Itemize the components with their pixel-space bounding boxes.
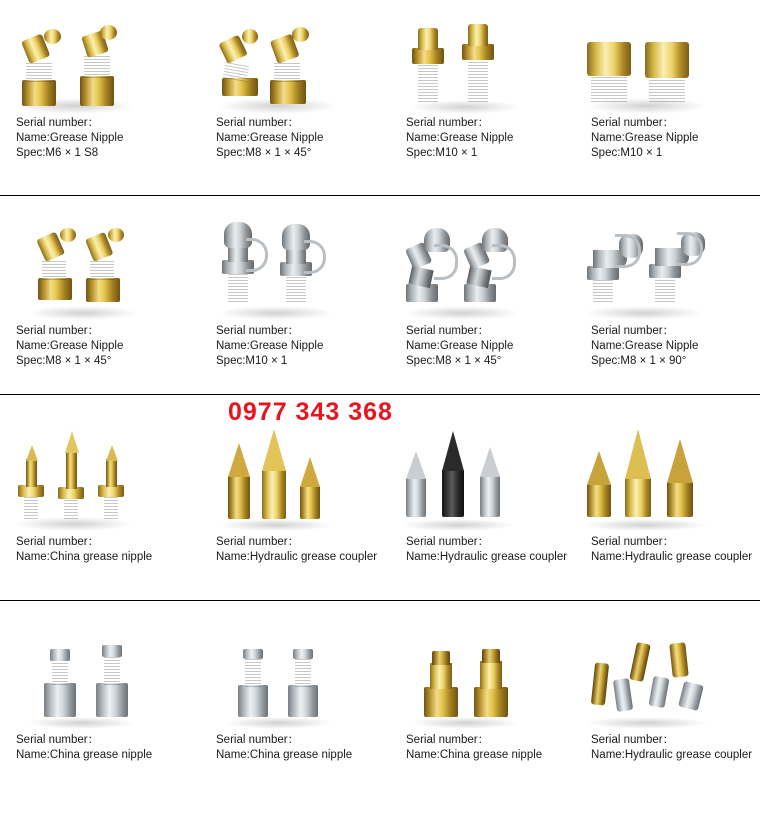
product-name: Name:Grease Nipple (406, 340, 514, 352)
product-caption (390, 535, 575, 565)
product-spec: Spec:M10 × 1 (216, 355, 288, 367)
product-name: Name:Grease Nipple (16, 132, 124, 144)
serial-label: Serial number： (16, 536, 100, 548)
product-image (575, 395, 760, 535)
product-caption (575, 535, 760, 565)
product-spec: Spec:M8 × 1 × 45° (16, 355, 112, 367)
product-cell[interactable] (575, 395, 760, 600)
product-name: Name:Grease Nipple (16, 340, 124, 352)
product-name: Name:Hydraulic grease coupler (591, 749, 753, 761)
product-cell[interactable] (575, 196, 760, 394)
product-name: Name:Grease Nipple (591, 132, 699, 144)
product-image (390, 0, 580, 116)
product-caption (0, 116, 200, 161)
product-name: Name:Hydraulic grease coupler (406, 551, 568, 563)
product-cell[interactable] (390, 196, 575, 394)
serial-label: Serial number： (216, 536, 300, 548)
product-caption (390, 116, 575, 161)
product-row (0, 196, 760, 395)
product-caption (200, 733, 390, 763)
product-spec: Spec:M10 × 1 (591, 147, 663, 159)
product-name: Name:China grease nipple (406, 749, 543, 761)
product-caption (0, 324, 200, 369)
product-row (0, 601, 760, 801)
product-spec: Spec:M8 × 1 × 90° (591, 355, 687, 367)
product-spec: Spec:M8 × 1 × 45° (406, 355, 502, 367)
serial-label: Serial number： (591, 325, 675, 337)
product-name: Name:Grease Nipple (406, 132, 514, 144)
product-caption (575, 733, 760, 763)
product-row (0, 0, 760, 196)
product-cell[interactable] (575, 0, 760, 195)
product-image (200, 196, 390, 324)
product-image (575, 601, 760, 733)
serial-label: Serial number： (406, 117, 490, 129)
serial-label: Serial number： (216, 117, 300, 129)
product-image (575, 196, 760, 324)
product-image (0, 0, 190, 116)
product-spec: Spec:M10 × 1 (406, 147, 478, 159)
product-spec: Spec:M6 × 1 S8 (16, 147, 99, 159)
serial-label: Serial number： (16, 117, 100, 129)
product-name: Name:China grease nipple (216, 749, 353, 761)
serial-label: Serial number： (406, 325, 490, 337)
product-image (390, 395, 580, 535)
product-name: Name:Hydraulic grease coupler (591, 551, 753, 563)
serial-label: Serial number： (591, 117, 675, 129)
product-name: Name:China grease nipple (16, 749, 153, 761)
product-cell[interactable] (200, 601, 390, 801)
product-name: Name:China grease nipple (16, 551, 153, 563)
product-image (200, 601, 390, 733)
product-caption (200, 116, 390, 161)
product-cell[interactable] (0, 196, 200, 394)
product-cell[interactable] (0, 395, 200, 600)
product-image (390, 601, 580, 733)
product-caption (390, 324, 575, 369)
product-cell[interactable] (390, 601, 575, 801)
product-caption (0, 733, 200, 763)
serial-label: Serial number： (406, 734, 490, 746)
serial-label: Serial number： (216, 734, 300, 746)
product-image (0, 395, 190, 535)
product-cell[interactable] (200, 196, 390, 394)
product-name: Name:Grease Nipple (216, 340, 324, 352)
product-name: Name:Grease Nipple (216, 132, 324, 144)
product-cell[interactable] (390, 395, 575, 600)
serial-label: Serial number： (406, 536, 490, 548)
product-cell[interactable] (0, 0, 200, 195)
serial-label: Serial number： (16, 734, 100, 746)
product-image (575, 0, 760, 116)
product-caption (200, 535, 390, 565)
phone-number-watermark: 0977 343 368 (228, 398, 393, 426)
serial-label: Serial number： (216, 325, 300, 337)
product-cell[interactable] (575, 601, 760, 801)
product-image (200, 0, 390, 116)
product-image (390, 196, 580, 324)
product-cell[interactable] (390, 0, 575, 195)
product-caption (575, 324, 760, 369)
product-caption (200, 324, 390, 369)
product-name: Name:Grease Nipple (591, 340, 699, 352)
product-image (0, 196, 190, 324)
serial-label: Serial number： (591, 536, 675, 548)
product-caption (390, 733, 575, 763)
product-cell[interactable] (0, 601, 200, 801)
product-cell[interactable] (200, 0, 390, 195)
product-caption (575, 116, 760, 161)
product-caption (0, 535, 200, 565)
serial-label: Serial number： (591, 734, 675, 746)
product-name: Name:Hydraulic grease coupler (216, 551, 378, 563)
product-image (0, 601, 190, 733)
product-spec: Spec:M8 × 1 × 45° (216, 147, 312, 159)
serial-label: Serial number： (16, 325, 100, 337)
